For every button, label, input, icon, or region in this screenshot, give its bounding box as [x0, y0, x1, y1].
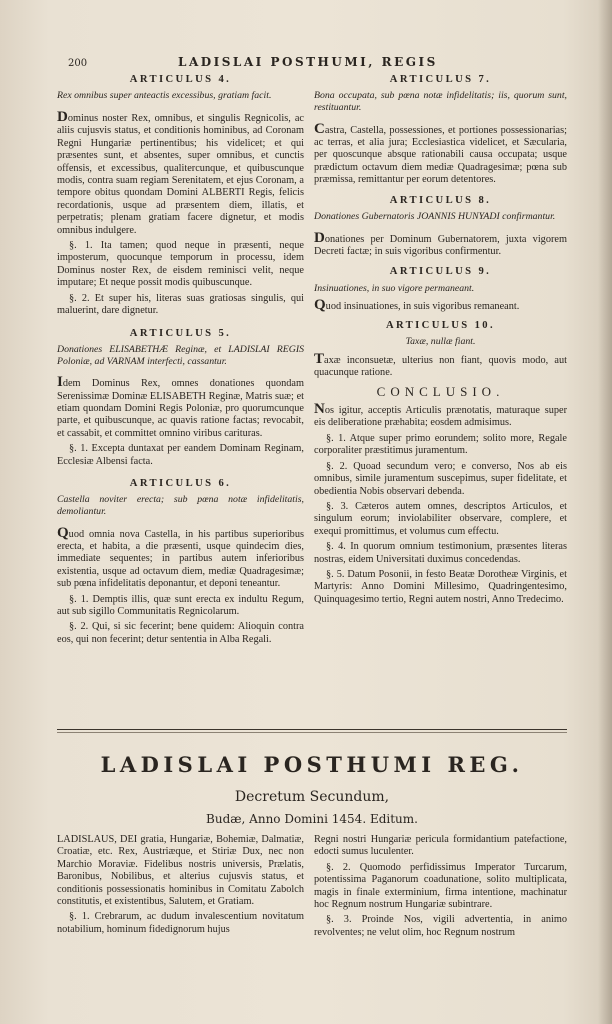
article-4-body: Dominus noster Rex, omnibus, et singulis Regnicolis, ac aliis cujusvis status, et conditionis hominibus, ad Coronam Regni Hungariæ pertinentibus; his videlicet; et qui præsentes sunt, et absentes, super omnibus, et cunctis offensis, et excessibus, qualitercunque, et quibuscunque modis, contra suam regiam Serenitatem, et ejus Coronam, a tempore obitus quondam Domini ALBERTI Regis, felicis recordationis, usque ad præsentem diem, illatis, et perpetratis; plenam gratiam facere dignetur, et modis omnibus indulgere. — [57, 109, 304, 236]
section-divider-thin — [57, 732, 567, 733]
drop-cap: T — [314, 350, 325, 367]
article-8-body: Donationes per Dominum Gubernatorem, juxta vigorem Decreti factæ; in suis vigoribus confirmentur. — [314, 229, 567, 258]
article-8-heading: ARTICULUS 8. — [389, 194, 492, 206]
page-fold-shadow — [598, 0, 612, 1024]
bottom-right-column — [314, 834, 567, 942]
article-9-body: Quod insinuationes, in suis vigoribus remaneant. — [314, 297, 520, 314]
article-5-heading: ARTICULUS 5. — [129, 327, 232, 339]
article-10-body: Taxæ inconsuetæ, ulterius non fiant, quovis modo, aut quacunque ratione. — [314, 350, 567, 379]
conclusio-section-4: §. 4. In quorum omnium testimonium, præsentes literas nostras, eidem Universitati duximus concedendas. — [314, 541, 567, 565]
article-8-summary: Donationes Gubernatoris JOANNIS HUNYADI confirmantur. — [314, 211, 556, 223]
right-column — [314, 74, 567, 609]
drop-cap: D — [57, 109, 68, 125]
decree-section-1: §. 1. Crebrarum, ac dudum invalescentium novitatum notabilium, hominum fidedignorum hujus — [57, 911, 304, 935]
drop-cap: C — [314, 120, 325, 137]
article-6-heading: ARTICULUS 6. — [129, 477, 232, 489]
article-9-heading: ARTICULUS 9. — [389, 266, 492, 278]
page-header — [60, 53, 580, 69]
drop-cap: N — [314, 401, 325, 418]
conclusio-section-2: §. 2. Quoad secundum vero; e converso, Nos ab eis omnibus, simile juramentum suscepimus, super fidelitate, et obedientia Nobis observari debenda. — [314, 460, 567, 497]
conclusio-section-1: §. 1. Atque super primo eorundem; solito more, Regale corporaliter præstitimus juramentum. — [314, 432, 567, 457]
decree-continuation: Regni nostri Hungariæ pericula formidantium patefactione, edocti sumus luculenter. — [314, 834, 567, 858]
left-column — [57, 74, 304, 649]
article-6-section-1: §. 1. Demptis illis, quæ sunt erecta ex indultu Regum, aut sub sigillo Communitatis Regnicolarum. — [57, 593, 304, 617]
article-6-summary: Castella noviter erecta; sub pœna notæ infidelitatis, demoliantur. — [57, 494, 304, 517]
conclusio-section-3: §. 3. Cæteros autem omnes, descriptos Articulos, et singulum eorum; inviolabiliter observare, complere, et exequi promittimus, et volumus cum effectu. — [314, 500, 567, 537]
decree-section-2: §. 2. Quomodo perfidissimus Imperator Turcarum, potentissima Paganorum coadunatione, solito multiplicata, magis in finale exterminium, firma intentione, machinatur hoc Regnum nostrum Hungariæ subintrare. — [314, 861, 567, 911]
bottom-left-column — [57, 834, 304, 939]
article-10-heading: ARTICULUS 10. — [385, 319, 496, 331]
drop-cap: I — [57, 374, 63, 391]
section-subtitle: Decretum Secundum, — [234, 789, 390, 805]
decree-opening: LADISLAUS, DEI gratia, Hungariæ, Bohemiæ, Dalmatiæ, Croatiæ, etc. Rex, Austriæque, et Stiriæ Dux, nec non Marchio Moraviæ. Fidelibus nostris universis, Prælatis, Baronibus, Nobilibus, et alterius cujusvis status, et conditionis possessionatis hominibus in Comitatu Zabolch constitutis, et existentibus, Salutem, et Gratiam. — [57, 834, 304, 908]
article-4-summary: Rex omnibus super anteactis excessibus, gratiam facit. — [57, 90, 272, 102]
drop-cap: Q — [314, 297, 326, 314]
article-9-summary: Insinuationes, in suo vigore permaneant. — [314, 282, 475, 294]
section-divider — [57, 729, 567, 730]
section-place-date: Budæ, Anno Domini 1454. Editum. — [206, 812, 418, 826]
article-10-summary: Taxæ, nullæ fiant. — [405, 336, 476, 348]
section-title: LADISLAI POSTHUMI REG. — [100, 752, 524, 777]
article-7-summary: Bona occupata, sub pœna notæ infidelitatis; iis, quorum sunt, restituantur. — [314, 90, 567, 113]
conclusio-body: Nos igitur, acceptis Articulis prænotatis, maturaque super eis deliberatione præhabita; eosdem admisimus. — [314, 401, 567, 429]
article-6-body: Quod omnia nova Castella, in his partibus superioribus erecta, et habita, a die præsenti, usque quindecim dies, immediate sequentes; in partibus autem inferioribus existentia, usque ad octavum diem, mediæ Quadragesimæ; sub pœna infidelitatis deponantur, et deponi teneantur. — [57, 524, 304, 590]
article-4-heading: ARTICULUS 4. — [129, 74, 232, 85]
conclusio-heading: CONCLUSIO. — [376, 383, 505, 399]
article-4-section-2: §. 2. Et super his, literas suas gratiosas singulis, qui maluerint, dare dignetur. — [57, 292, 304, 317]
article-5-summary: Donationes ELISABETHÆ Reginæ, et LADISLAI REGIS Poloniæ, ad VARNAM interfecti, cassantur. — [57, 343, 304, 367]
article-7-body: Castra, Castella, possessiones, et portiones possessionarias; ac terras, et alia jura; Ecclesiastica videlicet, et Sæcularia, per quoscunque absque rationabili causa occupata; usque prædictum octavum diem mediæ Quadragesimæ; pœna sub præmissa, remittantur per eorum detentores. — [314, 120, 567, 186]
drop-cap: Q — [57, 524, 69, 541]
article-7-heading: ARTICULUS 7. — [389, 74, 492, 85]
decree-section-3: §. 3. Proinde Nos, vigili advertentia, in animo revolventes; ne velut olim, hoc Regnum nostrum — [314, 914, 567, 938]
article-6-section-2: §. 2. Qui, si sic fecerint; bene quidem: Alioquin contra eos, qui non fecerint; detur sententia in Alba Regali. — [57, 621, 304, 645]
article-4-section-1: §. 1. Ita tamen; quod neque in præsenti, neque imposterum, quocunque temporum in processu, idem Dominus noster Rex, de eisdem reminisci velit, neque imputare; Et neque possit modis quibuscunque. — [57, 240, 304, 289]
article-5-body: Idem Dominus Rex, omnes donationes quondam Serenissimæ Dominæ ELISABETH Reginæ, Matris suæ; et etiam quondam Domini Regis Poloniæ, pro quorumcunque parte, et quibuscunque, ac quavis ratione factas; revocabit, et cassabit, et committet omnino viribus carituras. — [57, 374, 304, 439]
page-number: 200 — [68, 58, 88, 69]
article-5-section-1: §. 1. Excepta duntaxat per eandem Dominam Reginam, Ecclesiæ Albensi facta. — [57, 443, 304, 467]
drop-cap: D — [314, 229, 325, 246]
conclusio-section-5: §. 5. Datum Posonii, in festo Beatæ Dorotheæ Virginis, et Martyris: Anno Domini Millesimo, Quadringentesimo, Quinquagesimo tertio, Regni autem nostri, Anno Tredecimo. — [314, 568, 567, 605]
running-title: LADISLAI POSTHUMI, REGIS — [178, 55, 438, 69]
